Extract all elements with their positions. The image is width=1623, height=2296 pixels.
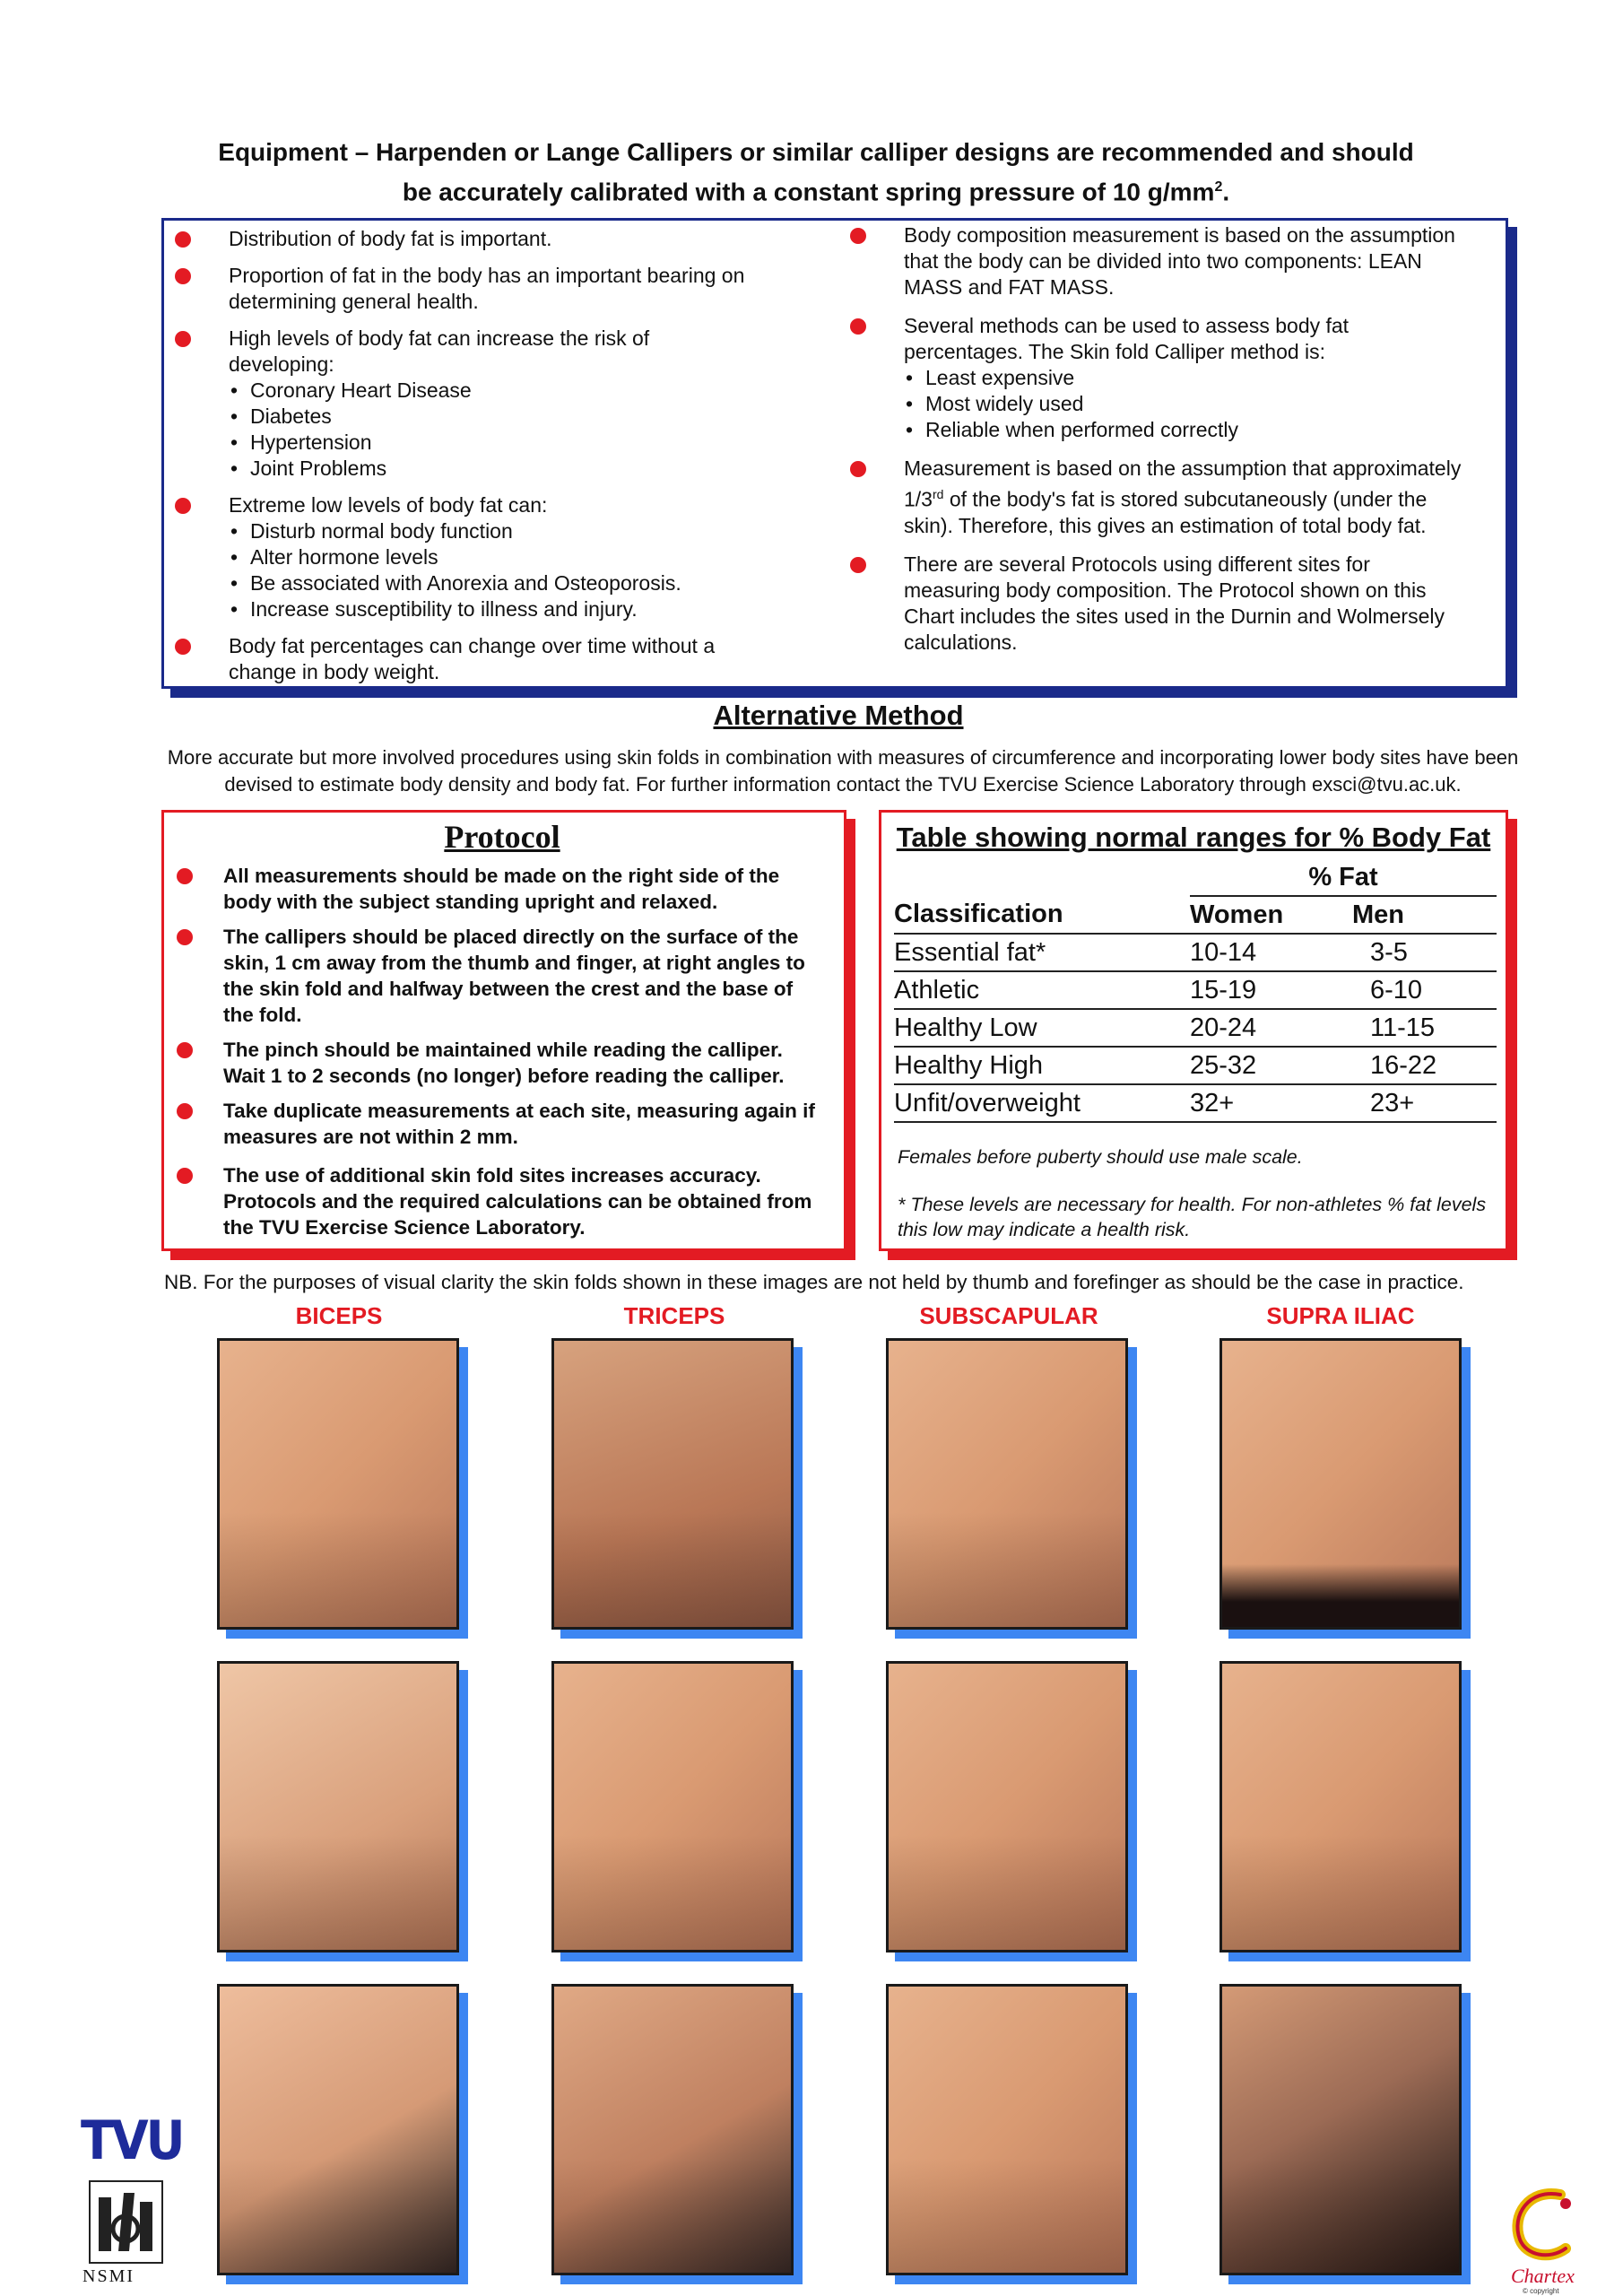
photo-triceps-mark <box>551 1338 794 1630</box>
fat-group-header: % Fat <box>1190 859 1497 896</box>
cell-women: 20-24 <box>1190 1009 1343 1047</box>
cell-women: 25-32 <box>1190 1047 1343 1084</box>
header-men: Men <box>1343 896 1497 934</box>
alternative-method-text: More accurate but more involved procedures using skin folds in combination with measures of circumference and incorporating lower body sites have been devised to estimate body density and body fat. For further information contact the TVU Exercise Science Laboratory through exsci@tvu.ac.uk. <box>167 746 1519 796</box>
table-row <box>894 971 1497 1009</box>
list-item: • Least expensive <box>904 365 1469 391</box>
photo-subscapular-mark <box>886 1338 1128 1630</box>
photo-subscapular-calliper <box>886 1984 1128 2275</box>
site-heading-triceps: TRICEPS <box>623 1302 725 1329</box>
body-fat-table <box>894 859 1497 1123</box>
cell-men: 3-5 <box>1343 934 1497 971</box>
low-fat-effects-list <box>229 518 749 622</box>
nb-note: NB. For the purposes of visual clarity the skin folds shown in these images are not held by thumb and forefinger as should be the case in practice. <box>164 1271 1464 1293</box>
cell-men: 16-22 <box>1343 1047 1497 1084</box>
photo-supra-iliac-calliper <box>1219 1984 1462 2275</box>
photo-triceps-calliper <box>551 1984 794 2275</box>
header-classification: Classification <box>894 896 1190 934</box>
chartex-logo-icon <box>1506 2184 1587 2269</box>
red-bullet-icon <box>850 461 866 477</box>
list-item: • Be associated with Anorexia and Osteoporosis. <box>229 570 749 596</box>
body-fat-table-box <box>879 810 1508 1251</box>
photo-biceps-calliper <box>217 1984 459 2275</box>
cell-men: 23+ <box>1343 1084 1497 1122</box>
cell-classification: Healthy High <box>894 1047 1190 1084</box>
table-title: Table showing normal ranges for % Body Fat <box>896 822 1491 853</box>
equipment-heading <box>135 135 1497 209</box>
table-row <box>894 1047 1497 1084</box>
red-bullet-icon <box>177 868 193 884</box>
red-bullet-icon <box>850 318 866 335</box>
list-item: • Most widely used <box>904 391 1469 417</box>
cell-women: 15-19 <box>1190 971 1343 1009</box>
photo-supra-iliac-pinch <box>1219 1661 1462 1952</box>
header-women: Women <box>1190 896 1343 934</box>
list-item: • Coronary Heart Disease <box>229 378 749 404</box>
protocol-box <box>161 810 846 1251</box>
red-bullet-icon <box>177 1103 193 1119</box>
alternative-method-title: Alternative Method <box>713 700 964 731</box>
cell-classification: Healthy Low <box>894 1009 1190 1047</box>
list-item: • Increase susceptibility to illness and injury. <box>229 596 749 622</box>
red-bullet-icon <box>175 268 191 284</box>
protocol-item: All measurements should be made on the right side of the body with the subject standing upright and relaxed. <box>177 863 828 915</box>
nsmi-emblem-icon <box>88 2179 164 2265</box>
table-row <box>894 934 1497 971</box>
protocol-item: The pinch should be maintained while reading the calliper. Wait 1 to 2 seconds (no longer) before reading the calliper. <box>177 1037 828 1089</box>
cell-men: 11-15 <box>1343 1009 1497 1047</box>
cell-classification: Athletic <box>894 971 1190 1009</box>
cell-men: 6-10 <box>1343 971 1497 1009</box>
info-point: Proportion of fat in the body has an important bearing on determining general health. <box>175 263 749 315</box>
protocol-item: The use of additional skin fold sites increases accuracy. Protocols and the required calculations can be obtained from the TVU Exercise Science Laboratory. <box>177 1162 828 1240</box>
red-bullet-icon <box>850 228 866 244</box>
list-item: • Diabetes <box>229 404 749 430</box>
cell-classification: Unfit/overweight <box>894 1084 1190 1122</box>
red-bullet-icon <box>177 1168 193 1184</box>
red-bullet-icon <box>175 639 191 655</box>
site-heading-biceps: BICEPS <box>295 1302 383 1329</box>
red-bullet-icon <box>175 498 191 514</box>
protocol-list <box>177 863 828 1240</box>
info-point: High levels of body fat can increase the risk of developing: • Coronary Heart Disease • Diabetes • Hypertension • Joint Problems <box>175 326 749 482</box>
list-item: • Joint Problems <box>229 456 749 482</box>
photo-subscapular-pinch <box>886 1661 1128 1952</box>
chartex-copyright: © copyright <box>1523 2287 1559 2295</box>
red-bullet-icon <box>850 557 866 573</box>
info-left-column <box>175 226 749 685</box>
info-point: Extreme low levels of body fat can: • Disturb normal body function • Alter hormone levels • Be associated with Anorexia and Osteoporosis. • Increase susceptibility to illness and injury. <box>175 492 749 622</box>
list-item: • Alter hormone levels <box>229 544 749 570</box>
cell-women: 32+ <box>1190 1084 1343 1122</box>
info-point: There are several Protocols using different sites for measuring body composition. The Protocol shown on this Chart includes the sites used in the Durnin and Wolmersely calculations. <box>850 552 1469 656</box>
risk-list <box>229 378 749 482</box>
cell-women: 10-14 <box>1190 934 1343 971</box>
equipment-line-1: Equipment – Harpenden or Lange Callipers or similar calliper designs are recommended and should <box>218 138 1414 166</box>
photo-biceps-pinch <box>217 1661 459 1952</box>
list-item: • Disturb normal body function <box>229 518 749 544</box>
protocol-item: The callipers should be placed directly on the surface of the skin, 1 cm away from the thumb and finger, at right angles to the skin fold and halfway between the crest and the base of the fold. <box>177 924 828 1028</box>
info-point: Body composition measurement is based on the assumption that the body can be divided into two components: LEAN MASS and FAT MASS. <box>850 222 1469 300</box>
site-heading-subscapular: SUBSCAPULAR <box>919 1302 1098 1329</box>
info-point: Several methods can be used to assess body fat percentages. The Skin fold Calliper method is: • Least expensive • Most widely used • Reliable when performed correctly <box>850 313 1469 443</box>
table-row <box>894 1084 1497 1122</box>
list-item: • Reliable when performed correctly <box>904 417 1469 443</box>
photo-supra-iliac-mark <box>1219 1338 1462 1630</box>
red-bullet-icon <box>177 929 193 945</box>
info-point: Distribution of body fat is important. <box>175 226 749 252</box>
protocol-item: Take duplicate measurements at each site, measuring again if measures are not within 2 mm. <box>177 1098 828 1150</box>
red-bullet-icon <box>175 331 191 347</box>
protocol-title: Protocol <box>444 819 560 855</box>
method-list <box>904 365 1469 443</box>
equipment-line-2: be accurately calibrated with a constant spring pressure of 10 $g/mm^2$. <box>402 178 1230 206</box>
info-box <box>161 218 1508 689</box>
table-note-puberty: Females before puberty should use male scale. <box>898 1146 1303 1168</box>
photo-biceps-mark <box>217 1338 459 1630</box>
info-point: Measurement is based on the assumption that approximately 1/3rd of the body's fat is stored subcutaneously (under the skin). Therefore, this gives an estimation of total body fat. <box>850 456 1469 539</box>
table-note-essential: * These levels are necessary for health. For non-athletes % fat levels this low may indicate a health risk. <box>898 1194 1487 1240</box>
photo-triceps-pinch <box>551 1661 794 1952</box>
list-item: • Hypertension <box>229 430 749 456</box>
table-row <box>894 1009 1497 1047</box>
info-point: Body fat percentages can change over time without a change in body weight. <box>175 633 749 685</box>
red-bullet-icon <box>175 231 191 248</box>
info-right-column <box>850 222 1469 656</box>
cell-classification: Essential fat* <box>894 934 1190 971</box>
tvu-logo: TVU <box>81 2109 183 2172</box>
red-bullet-icon <box>177 1042 193 1058</box>
site-heading-supra-iliac: SUPRA ILIAC <box>1266 1302 1415 1329</box>
nsmi-logo-text: NSMI <box>82 2266 135 2286</box>
chartex-logo-text: Chartex <box>1511 2265 1575 2287</box>
